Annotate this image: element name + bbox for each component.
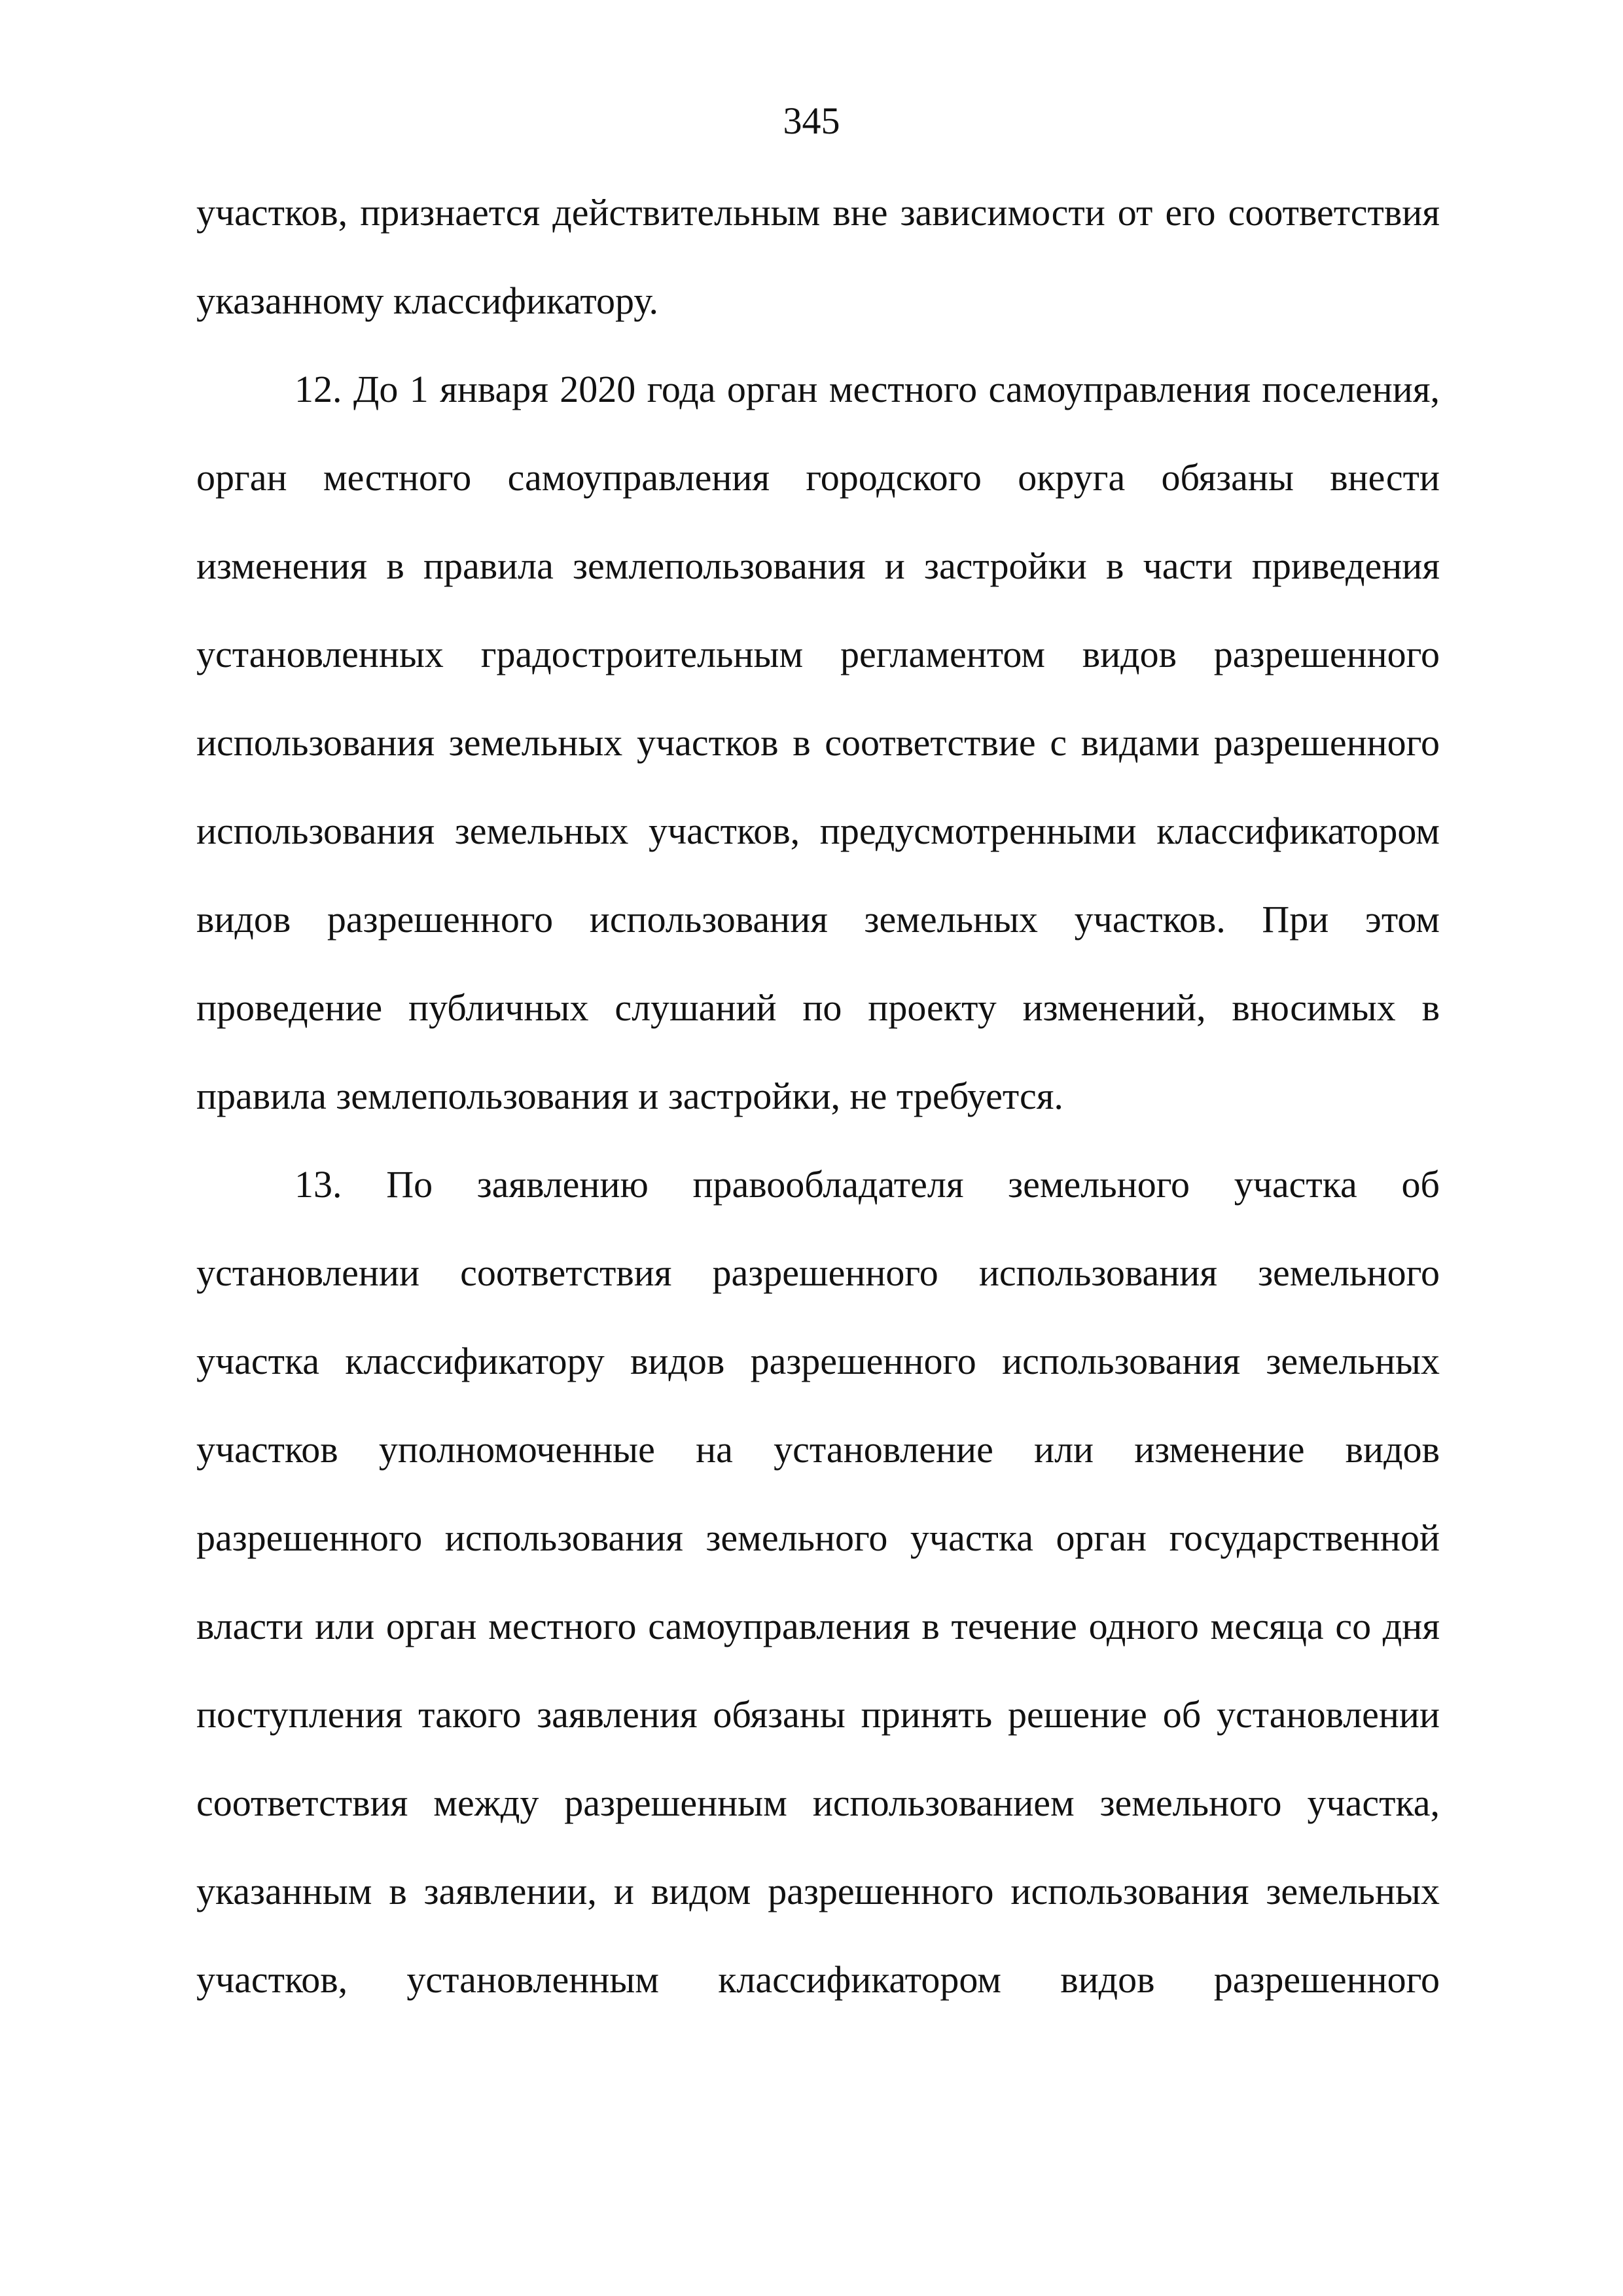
text-line: участков, установленным классификатором видов разрешенного [196,1958,1440,2001]
text-line: поступления такого заявления обязаны принять решение об установлении [196,1693,1440,1736]
text-line: участков, признается действительным вне зависимости от его соответствия [196,191,1440,234]
paragraph-13-first-line: 13. По заявлению правообладателя земельного участка об [294,1163,1440,1206]
text-line: участка классификатору видов разрешенного использования земельных [196,1340,1440,1382]
text-line: участков уполномоченные на установление или изменение видов [196,1428,1440,1471]
text-line: указанным в заявлении, и видом разрешенного использования земельных [196,1870,1440,1912]
text-line: установленных градостроительным регламентом видов разрешенного [196,633,1440,675]
text-line: использования земельных участков в соответствие с видами разрешенного [196,721,1440,764]
paragraph-12-first-line: 12. До 1 января 2020 года орган местного самоуправления поселения, [294,368,1440,410]
text-line: установлении соответствия разрешенного использования земельного [196,1251,1440,1294]
text-line: использования земельных участков, предусмотренными классификатором [196,810,1440,852]
text-line: орган местного самоуправления городского округа обязаны внести [196,456,1440,499]
text-line: правила землепользования и застройки, не требуется. [196,1075,1063,1117]
text-line: указанному классификатору. [196,279,658,322]
text-line: власти или орган местного самоуправления в течение одного месяца со дня [196,1605,1440,1647]
text-line: проведение публичных слушаний по проекту изменений, вносимых в [196,986,1440,1029]
text-line: разрешенного использования земельного участка орган государственной [196,1516,1440,1559]
text-line: видов разрешенного использования земельных участков. При этом [196,898,1440,941]
page-number: 345 [783,99,840,142]
text-line: изменения в правила землепользования и застройки в части приведения [196,545,1440,587]
text-line: соответствия между разрешенным использованием земельного участка, [196,1782,1440,1824]
